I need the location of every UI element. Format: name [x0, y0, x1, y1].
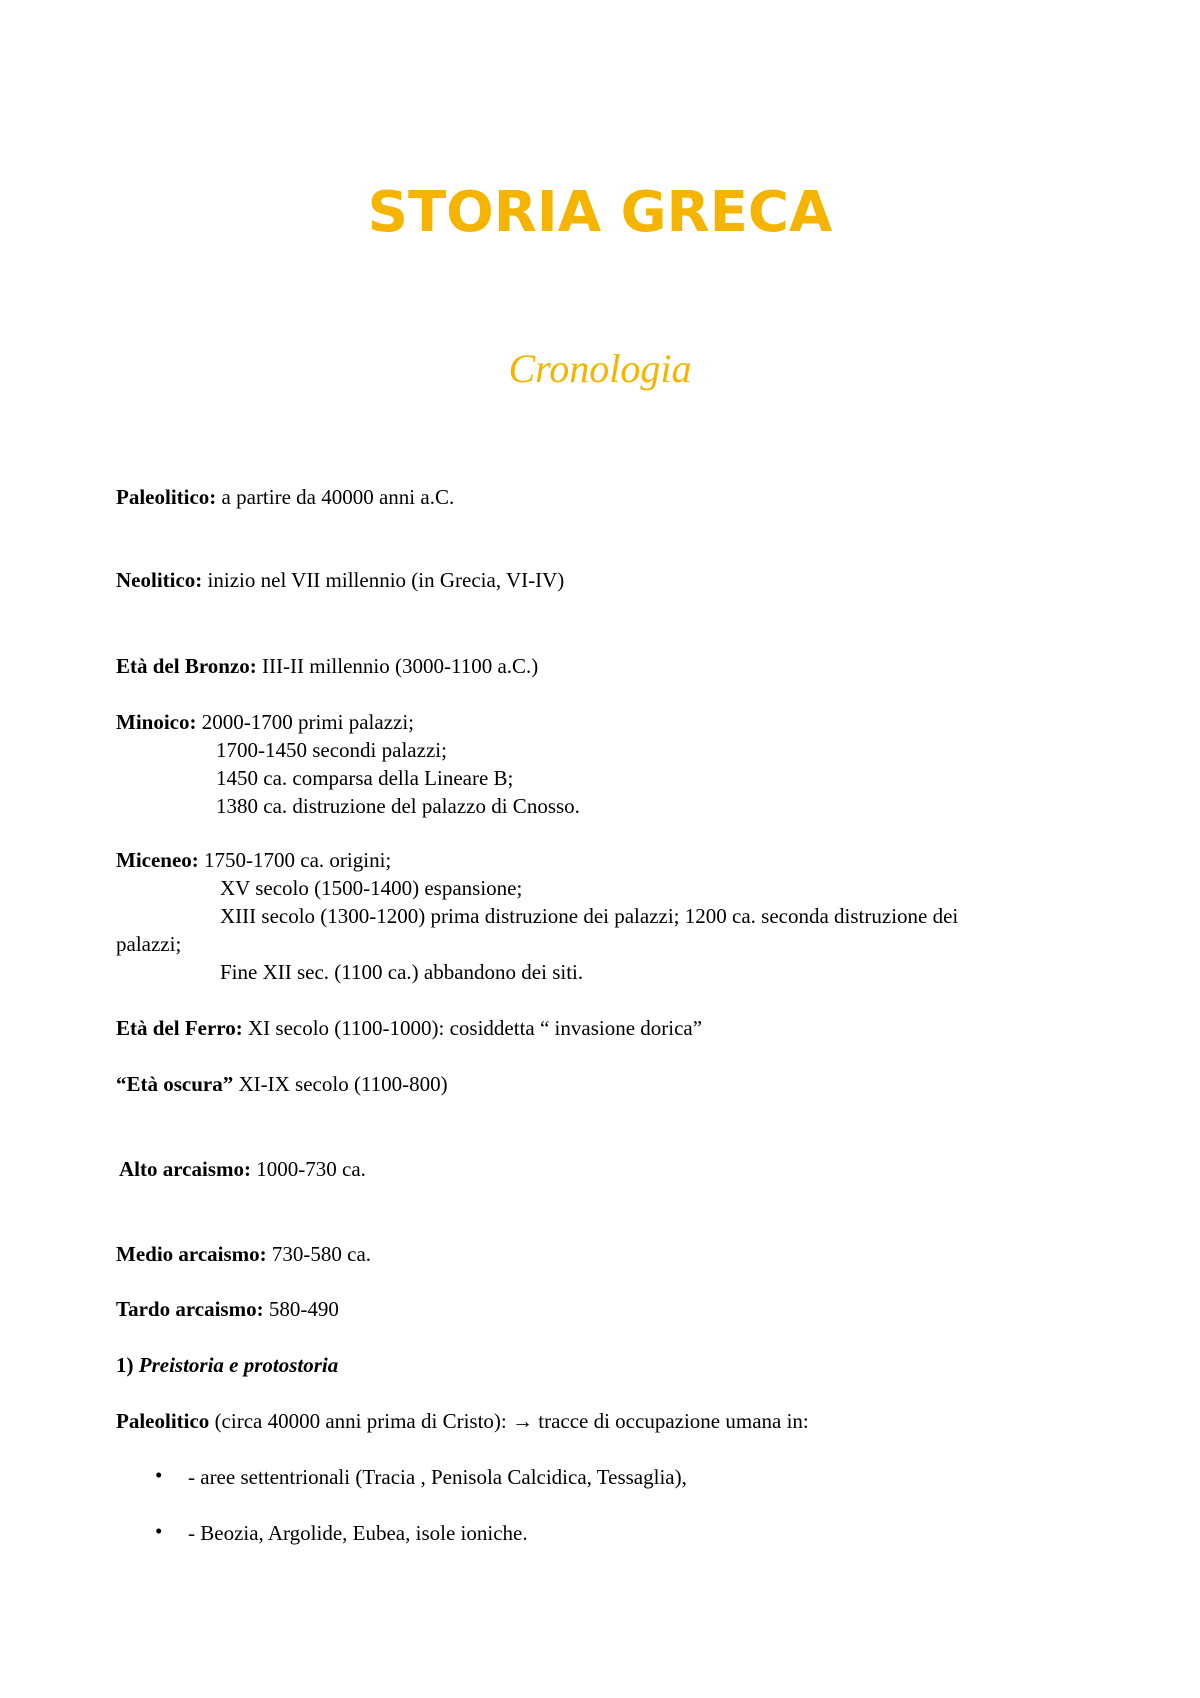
- entry-alto-arcaismo: [119, 1155, 366, 1183]
- entry-text: 1000-730 ca.: [251, 1157, 366, 1181]
- entry-text: 2000-1700 primi palazzi;: [196, 710, 415, 734]
- entry-term: Tardo arcaismo:: [116, 1297, 264, 1321]
- entry-eta-oscura: [116, 1070, 448, 1098]
- entry-text: 730-580 ca.: [266, 1242, 372, 1266]
- entry-eta-bronzo: [116, 652, 538, 680]
- entry-text: XI secolo (1100-1000): cosiddetta “ invasione dorica”: [242, 1016, 703, 1040]
- entry-term: “Età oscura”: [116, 1072, 234, 1096]
- entry-text: a partire da 40000 anni a.C.: [216, 485, 455, 509]
- entry-miceneo: [116, 846, 391, 874]
- entry-medio-arcaismo: [116, 1240, 371, 1268]
- bullet-icon: •: [155, 1519, 163, 1543]
- entry-text: 1750-1700 ca. origini;: [198, 848, 392, 872]
- entry-term: Minoico:: [116, 710, 197, 734]
- bullet-item: - aree settentrionali (Tracia , Penisola Calcidica, Tessaglia),: [188, 1465, 687, 1489]
- paleolitico-paragraph: [116, 1407, 809, 1435]
- document-subtitle: Cronologia: [508, 346, 692, 391]
- document-title: STORIA GRECA: [367, 180, 833, 245]
- entry-miceneo-line-5: Fine XII sec. (1100 ca.) abbandono dei siti.: [220, 960, 584, 984]
- entry-text: 580-490: [263, 1297, 339, 1321]
- entry-term: Medio arcaismo:: [116, 1242, 267, 1266]
- entry-tardo-arcaismo: [116, 1295, 339, 1323]
- entry-paleolitico: [116, 483, 454, 511]
- entry-minoico-line-3: 1450 ca. comparsa della Lineare B;: [216, 766, 514, 790]
- entry-minoico: [116, 708, 414, 736]
- entry-text: XI-IX secolo (1100-800): [233, 1072, 448, 1096]
- section-heading: [116, 1351, 338, 1379]
- entry-term: Alto arcaismo:: [119, 1157, 251, 1181]
- entry-minoico-line-4: 1380 ca. distruzione del palazzo di Cnosso.: [216, 794, 580, 818]
- bullet-item: - Beozia, Argolide, Eubea, isole ioniche.: [188, 1521, 528, 1545]
- entry-miceneo-line-3: XIII secolo (1300-1200) prima distruzione dei palazzi; 1200 ca. seconda distruzione dei: [220, 904, 959, 928]
- entry-term: Età del Ferro:: [116, 1016, 243, 1040]
- bullet-icon: •: [155, 1463, 163, 1487]
- entry-minoico-line-2: 1700-1450 secondi palazzi;: [216, 738, 447, 762]
- entry-text: III-II millennio (3000-1100 a.C.): [256, 654, 539, 678]
- entry-term: Neolitico:: [116, 568, 203, 592]
- entry-neolitico: [116, 566, 564, 594]
- entry-term: Miceneo:: [116, 848, 199, 872]
- entry-eta-ferro: [116, 1014, 702, 1042]
- entry-term: Età del Bronzo:: [116, 654, 257, 678]
- paragraph-term: Paleolitico: [116, 1409, 210, 1433]
- entry-miceneo-line-4: palazzi;: [116, 932, 182, 956]
- paragraph-text: (circa 40000 anni prima di Cristo): → tracce di occupazione umana in:: [209, 1409, 809, 1433]
- entry-text: inizio nel VII millennio (in Grecia, VI-IV): [202, 568, 565, 592]
- entry-term: Paleolitico:: [116, 485, 217, 509]
- entry-miceneo-line-2: XV secolo (1500-1400) espansione;: [220, 876, 523, 900]
- section-title: Preistoria e protostoria: [138, 1353, 339, 1377]
- section-number: 1): [116, 1353, 134, 1377]
